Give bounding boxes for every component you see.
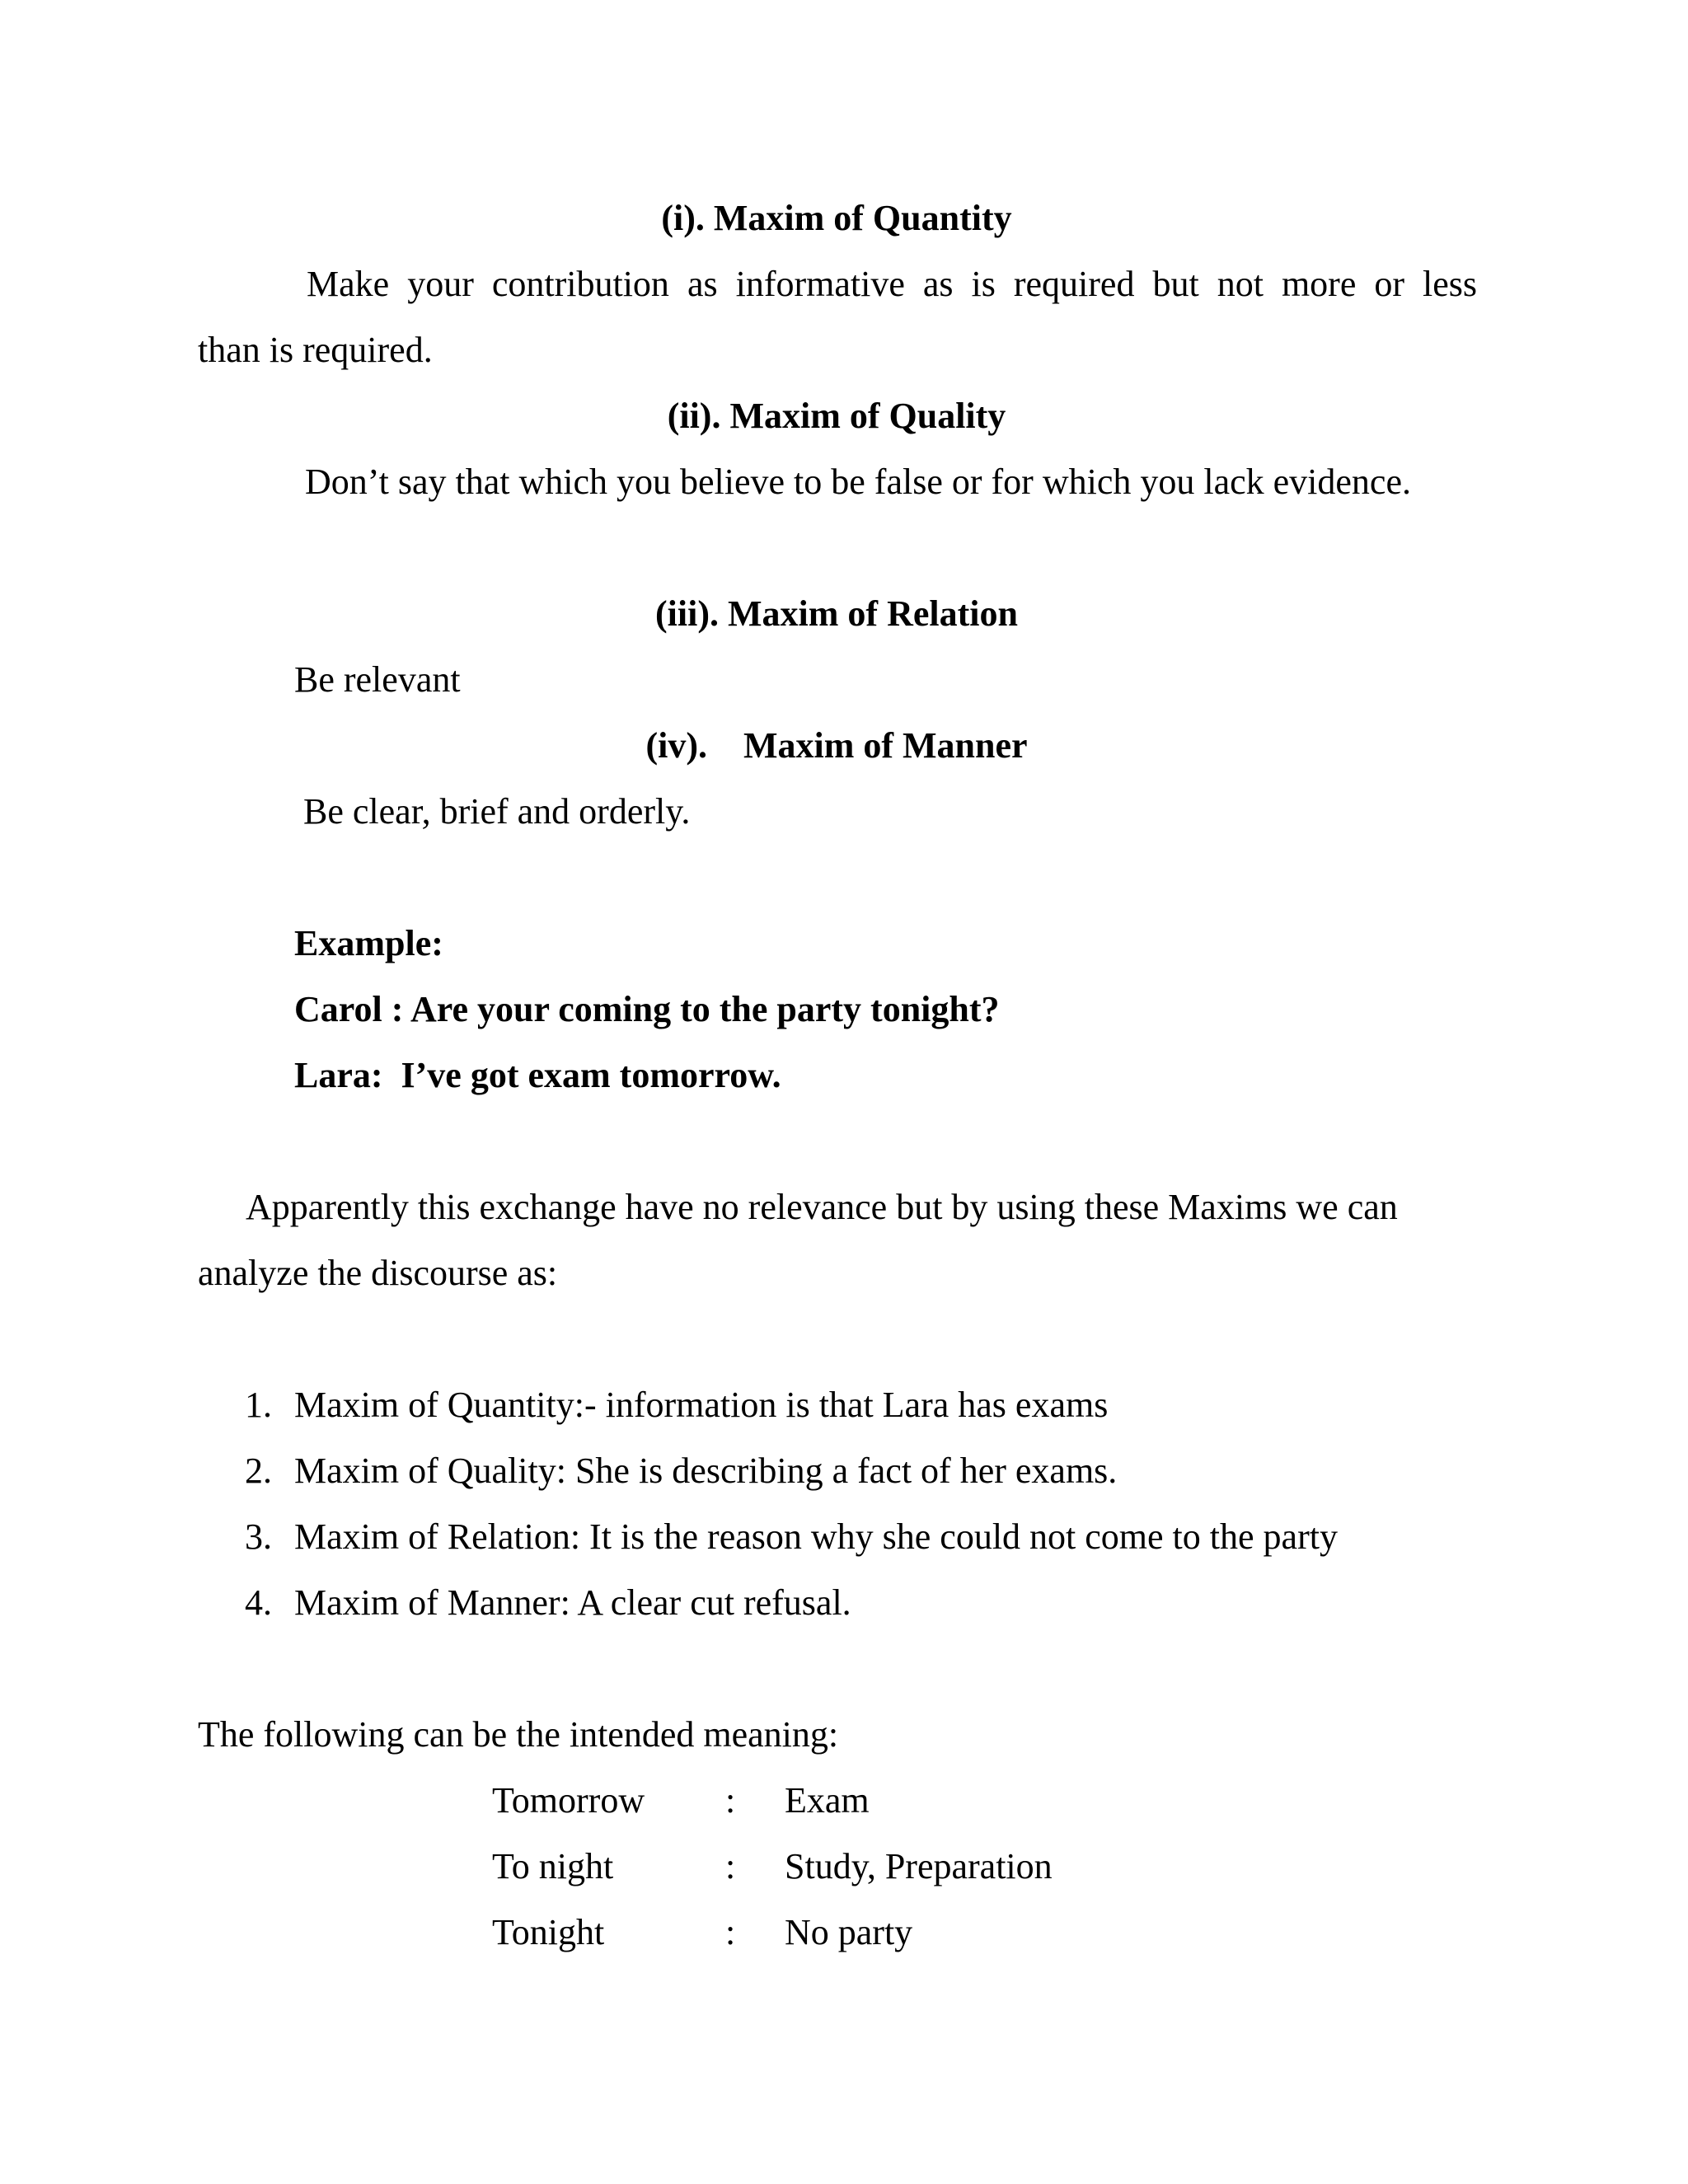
list-number: 3. bbox=[245, 1516, 272, 1557]
maxim-quantity-description-line1 bbox=[307, 266, 1477, 302]
maxim-relation-description: Be relevant bbox=[294, 659, 461, 700]
list-item-text: Maxim of Quality: She is describing a fact of her exams. bbox=[294, 1451, 1118, 1491]
justified-word: informative bbox=[735, 264, 905, 304]
list-item bbox=[223, 1516, 272, 1557]
list-item bbox=[223, 1582, 272, 1623]
example-label: Example: bbox=[294, 923, 443, 963]
heading-maxim-quality: (ii). Maxim of Quality bbox=[667, 396, 1006, 436]
justified-word: more bbox=[1281, 264, 1357, 304]
meaning-term: To night bbox=[492, 1846, 614, 1886]
list-number: 2. bbox=[245, 1451, 272, 1491]
meaning-separator: : bbox=[725, 1780, 736, 1821]
meaning-value: Study, Preparation bbox=[785, 1846, 1053, 1886]
maxim-quantity-description-line2: than is required. bbox=[198, 330, 433, 370]
justified-word: less bbox=[1423, 264, 1477, 304]
analysis-line2: analyze the discourse as: bbox=[198, 1253, 558, 1293]
meaning-term: Tonight bbox=[492, 1912, 605, 1952]
justified-word: Make bbox=[307, 264, 390, 304]
maxim-manner-description: Be clear, brief and orderly. bbox=[303, 791, 691, 832]
justified-word: contribution bbox=[491, 264, 669, 304]
heading-maxim-quantity: (i). Maxim of Quantity bbox=[661, 198, 1012, 238]
justified-word: your bbox=[407, 264, 474, 304]
justified-word: as bbox=[922, 264, 954, 304]
justified-word: as bbox=[687, 264, 718, 304]
justified-word: but bbox=[1152, 264, 1199, 304]
list-number: 1. bbox=[245, 1385, 272, 1425]
justified-word: or bbox=[1374, 264, 1404, 304]
list-item-text: Maxim of Manner: A clear cut refusal. bbox=[294, 1582, 851, 1623]
example-carol-line: Carol : Are your coming to the party tonight? bbox=[294, 989, 1000, 1029]
list-item bbox=[223, 1387, 272, 1423]
meaning-separator: : bbox=[725, 1912, 736, 1952]
heading-maxim-manner: (iv). Maxim of Manner bbox=[645, 725, 1028, 766]
meaning-separator: : bbox=[725, 1846, 736, 1886]
justified-word: is bbox=[971, 264, 996, 304]
intended-intro: The following can be the intended meaning: bbox=[198, 1714, 839, 1755]
justified-word: not bbox=[1217, 264, 1264, 304]
meaning-value: Exam bbox=[785, 1780, 870, 1821]
list-item-text: Maxim of Relation: It is the reason why she could not come to the party bbox=[294, 1516, 1338, 1557]
analysis-line1: Apparently this exchange have no relevance but by using these Maxims we can bbox=[246, 1187, 1398, 1227]
meaning-term: Tomorrow bbox=[492, 1780, 645, 1821]
meaning-value: No party bbox=[785, 1912, 913, 1952]
maxim-quality-description: Don’t say that which you believe to be false or for which you lack evidence. bbox=[305, 462, 1411, 502]
example-lara-line: Lara: I’ve got exam tomorrow. bbox=[294, 1055, 781, 1095]
list-item bbox=[223, 1453, 272, 1489]
justified-word: required bbox=[1013, 264, 1135, 304]
heading-maxim-relation: (iii). Maxim of Relation bbox=[655, 593, 1018, 634]
list-item-text: Maxim of Quantity:- information is that Lara has exams bbox=[294, 1385, 1109, 1425]
list-number: 4. bbox=[245, 1582, 272, 1623]
